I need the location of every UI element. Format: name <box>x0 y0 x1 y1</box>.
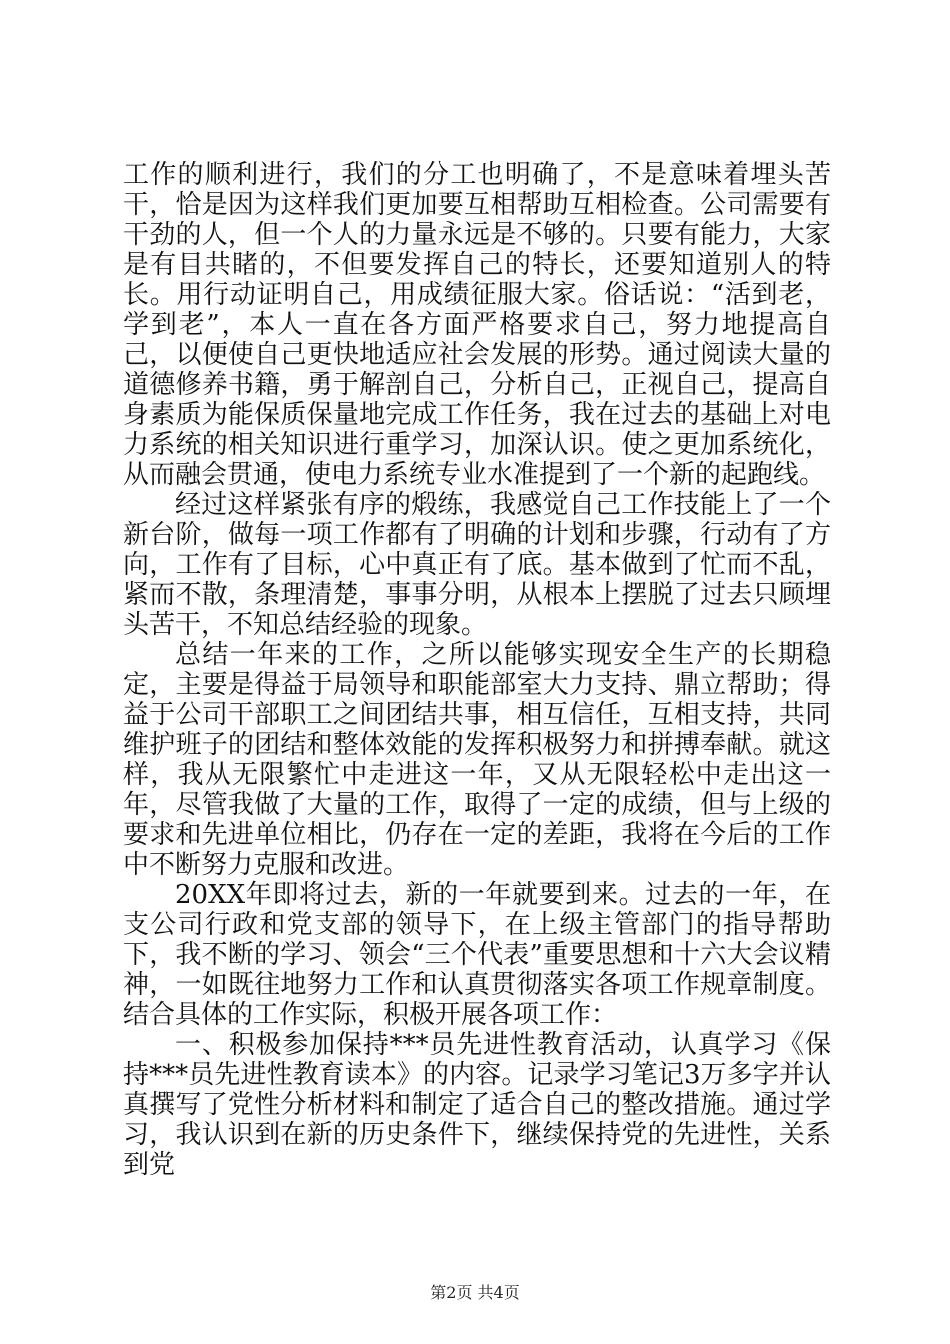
paragraph-4: 20XX年即将过去，新的一年就要到来。过去的一年，在支公司行政和党支部的领导下，在上级主管部门的指导帮助下，我不断的学习、领会“三个代表”重要思想和十六大会议精神，一如既往地努力工作和认真贯彻落实各项工作规章制度。结合具体的工作实际，积极开展各项工作： <box>123 880 831 1030</box>
page-number-footer: 第2页 共4页 <box>430 1283 520 1302</box>
document-body <box>123 160 831 1180</box>
paragraph-1: 工作的顺利进行，我们的分工也明确了，不是意味着埋头苦干，恰是因为这样我们更加要互相帮助互相检查。公司需要有干劲的人，但一个人的力量永远是不够的。只要有能力，大家是有目共睹的，不但要发挥自己的特长，还要知道别人的特长。用行动证明自己，用成绩征服大家。俗话说：“活到老，学到老”，本人一直在各方面严格要求自己，努力地提高自己，以便使自己更快地适应社会发展的形势。通过阅读大量的道德修养书籍，勇于解剖自己，分析自己，正视自己，提高自身素质为能保质保量地完成工作任务，我在过去的基础上对电力系统的相关知识进行重学习，加深认识。使之更加系统化，从而融会贯通，使电力系统专业水准提到了一个新的起跑线。 <box>123 160 831 490</box>
paragraph-3: 总结一年来的工作，之所以能够实现安全生产的长期稳定，主要是得益于局领导和职能部室大力支持、鼎立帮助；得益于公司干部职工之间团结共事，相互信任，互相支持，共同维护班子的团结和整体效能的发挥积极努力和拼搏奉献。就这样，我从无限繁忙中走进这一年，又从无限轻松中走出这一年，尽管我做了大量的工作，取得了一定的成绩，但与上级的要求和先进单位相比，仍存在一定的差距，我将在今后的工作中不断努力克服和改进。 <box>123 640 831 880</box>
paragraph-5: 一、积极参加保持***员先进性教育活动，认真学习《保持***员先进性教育读本》的内容。记录学习笔记3万多字并认真撰写了党性分析材料和制定了适合自己的整改措施。通过学习，我认识到在新的历史条件下，继续保持党的先进性，关系到党 <box>123 1030 831 1180</box>
paragraph-2: 经过这样紧张有序的煅练，我感觉自己工作技能上了一个新台阶，做每一项工作都有了明确的计划和步骤，行动有了方向，工作有了目标，心中真正有了底。基本做到了忙而不乱，紧而不散，条理清楚，事事分明，从根本上摆脱了过去只顾埋头苦干，不知总结经验的现象。 <box>123 490 831 640</box>
